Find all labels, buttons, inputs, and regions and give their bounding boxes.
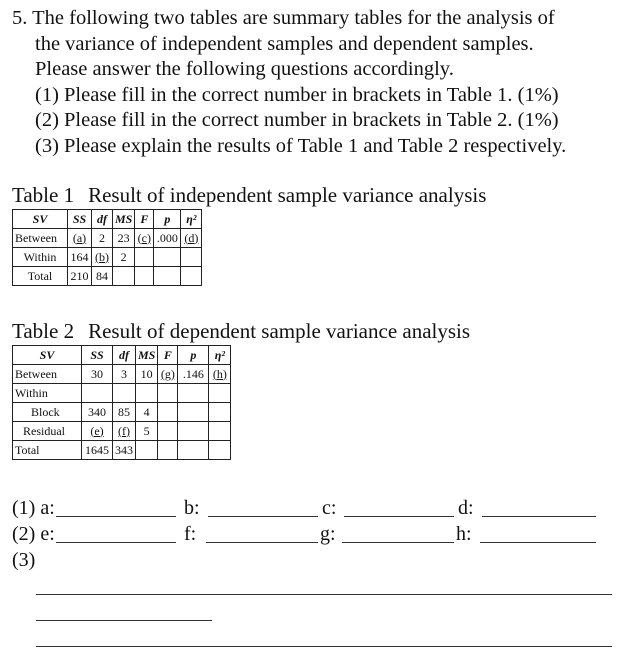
answer-line-3[interactable] (36, 646, 612, 647)
table-row (13, 422, 231, 441)
table1-cell: 84 (92, 267, 113, 286)
table2-cell (178, 403, 209, 422)
table1-header-f: F (135, 210, 154, 229)
table1-header-df: df (92, 210, 113, 229)
table1-header-ms: MS (113, 210, 135, 229)
answer-blank-e[interactable] (56, 542, 176, 543)
table1-caption (12, 183, 486, 208)
table-row (13, 365, 231, 384)
table2-blank-f: (f) (113, 422, 136, 441)
table2-caption (12, 319, 470, 344)
answer-line-2[interactable] (36, 620, 212, 621)
table1-blank-b: (b) (92, 248, 113, 267)
table1-cell (154, 248, 181, 267)
table2-cell: 85 (113, 403, 136, 422)
table2-cell: 30 (82, 365, 113, 384)
table-row (13, 267, 202, 286)
table2-cell: Between (13, 365, 82, 384)
table1-cell: Between (13, 229, 68, 248)
table2-cell (82, 384, 113, 403)
table2-cell (158, 384, 178, 403)
answer-label-c: c: (322, 497, 337, 519)
table-row (13, 403, 231, 422)
table2-header-f: F (158, 346, 178, 365)
table1-cell (154, 267, 181, 286)
answer-label-b: b: (184, 497, 200, 519)
table2-cell: Block (13, 403, 82, 422)
answer-label-e: (2) e: (12, 523, 55, 545)
question-item-3: (3) Please explain the results of Table 1 and Table 2 respectively. (35, 134, 567, 157)
table2-cell (178, 384, 209, 403)
table1-header-p: p (154, 210, 181, 229)
table2-header-eta: η² (209, 346, 231, 365)
table2-cell: Residual (13, 422, 82, 441)
table2-cell: 340 (82, 403, 113, 422)
question-line-1: 5. The following two tables are summary tables for the analysis of (12, 7, 555, 29)
table1-blank-c: (c) (135, 229, 154, 248)
table1-header-eta: η² (181, 210, 202, 229)
table2-cell (158, 422, 178, 441)
table1-header-row (13, 210, 202, 229)
answer-label-d: d: (458, 497, 474, 519)
question-line-3: Please answer the following questions accordingly. (35, 58, 454, 80)
table1-cell: Total (13, 267, 68, 286)
table1-cell (181, 267, 202, 286)
table2-cell (158, 441, 178, 460)
table2-cell: 343 (113, 441, 136, 460)
table1-header-sv: SV (13, 210, 68, 229)
answer-blank-a[interactable] (56, 516, 176, 517)
answer-line-1[interactable] (36, 594, 612, 595)
table2-cell (178, 441, 209, 460)
table2-label: Table 2 (12, 319, 75, 343)
table2-header-row (13, 346, 231, 365)
answer-blank-c[interactable] (344, 516, 454, 517)
answer-blank-g[interactable] (342, 542, 454, 543)
table2-header-df: df (113, 346, 136, 365)
answer-blank-f[interactable] (206, 542, 318, 543)
table2-cell: 3 (113, 365, 136, 384)
table2 (12, 345, 231, 460)
table-row (13, 229, 202, 248)
table1-cell (135, 248, 154, 267)
answer-blank-b[interactable] (208, 516, 318, 517)
table1 (12, 209, 202, 286)
table1-header-ss: SS (68, 210, 92, 229)
question-item-2: (2) Please fill in the correct number in brackets in Table 2. (1%) (35, 109, 559, 131)
table2-cell: Within (13, 384, 82, 403)
table-row (13, 384, 231, 403)
table-row (13, 248, 202, 267)
answer-blank-h[interactable] (480, 542, 596, 543)
table1-blank-a: (a) (68, 229, 92, 248)
answer-label-f: f: (184, 523, 197, 545)
table1-cell (113, 267, 135, 286)
table1-cell: 2 (92, 229, 113, 248)
table2-blank-h: (h) (209, 365, 231, 384)
table2-cell: Total (13, 441, 82, 460)
table1-cell (181, 248, 202, 267)
table2-cell (209, 422, 231, 441)
table2-cell (209, 403, 231, 422)
table-row (13, 441, 231, 460)
table2-header-p: p (178, 346, 209, 365)
table1-cell: 210 (68, 267, 92, 286)
table1-cell: 23 (113, 229, 135, 248)
table2-cell: 1645 (82, 441, 113, 460)
table2-cell: 10 (136, 365, 158, 384)
table2-cell: .146 (178, 365, 209, 384)
table2-blank-e: (e) (82, 422, 113, 441)
table2-cell: 5 (136, 422, 158, 441)
table1-blank-d: (d) (181, 229, 202, 248)
answer-label-a: (1) a: (12, 497, 55, 519)
table2-title: Result of dependent sample variance analysis (88, 319, 471, 343)
question-text (12, 6, 618, 159)
table2-header-ms: MS (136, 346, 158, 365)
table2-cell: 4 (136, 403, 158, 422)
table1-label: Table 1 (12, 183, 75, 207)
table1-cell: Within (13, 248, 68, 267)
table1-title: Result of independent sample variance analysis (88, 183, 487, 207)
answer-blank-d[interactable] (482, 516, 596, 517)
table1-cell (135, 267, 154, 286)
table2-cell (178, 422, 209, 441)
table2-header-sv: SV (13, 346, 82, 365)
table1-cell: .000 (154, 229, 181, 248)
table1-cell: 2 (113, 248, 135, 267)
answer-label-h: h: (456, 523, 472, 545)
question-item-1: (1) Please fill in the correct number in brackets in Table 1. (1%) (35, 83, 559, 106)
table2-cell (209, 384, 231, 403)
table2-header-ss: SS (82, 346, 113, 365)
table2-cell (209, 441, 231, 460)
answer-label-3: (3) (12, 549, 36, 571)
table2-cell (158, 403, 178, 422)
answer-label-g: g: (320, 523, 336, 545)
table2-cell (136, 384, 158, 403)
table2-cell (136, 441, 158, 460)
question-line-2: the variance of independent samples and dependent samples. (35, 32, 534, 55)
table2-blank-g: (g) (158, 365, 178, 384)
table2-cell (113, 384, 136, 403)
table1-cell: 164 (68, 248, 92, 267)
